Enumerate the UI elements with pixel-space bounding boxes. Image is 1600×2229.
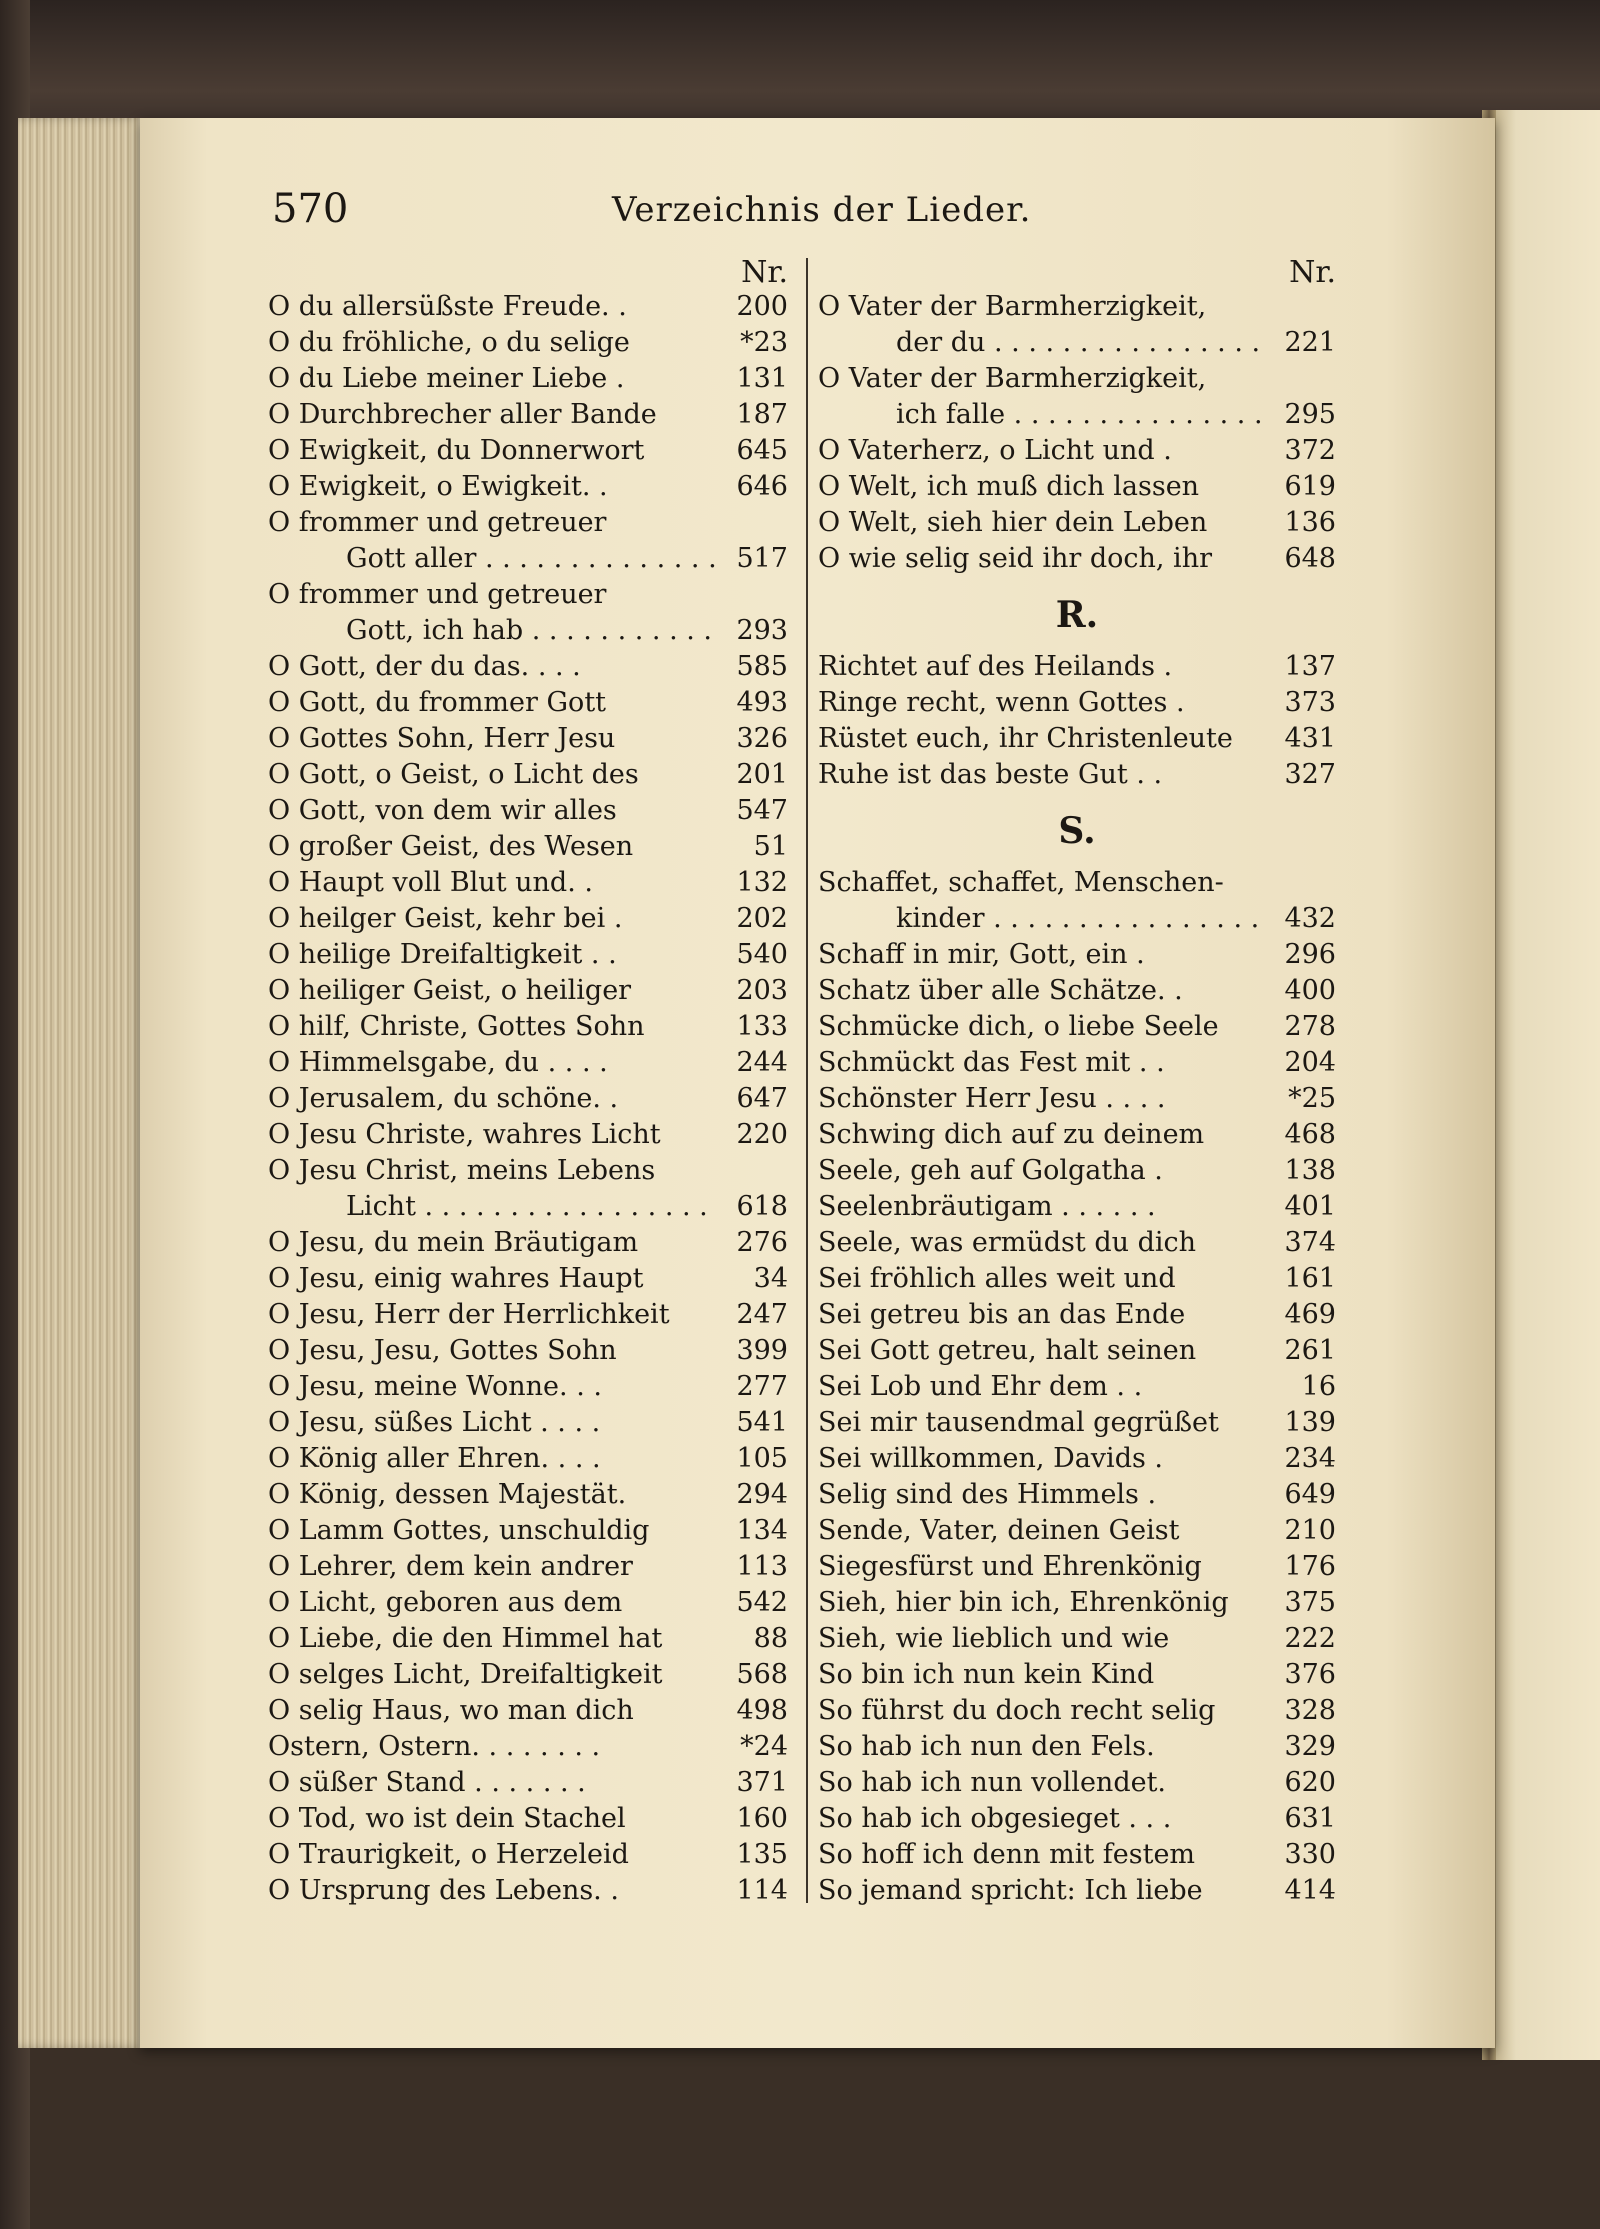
index-entry (268, 1839, 788, 1875)
entry-title: O Traurigkeit, o Herzeleid (268, 1839, 629, 1870)
entry-number: 568 (736, 1659, 788, 1690)
entry-number: 619 (1284, 471, 1336, 502)
entry-number: 329 (1284, 1731, 1336, 1762)
entry-title: O wie selig seid ihr doch, ihr (818, 543, 1212, 574)
entry-title: O hilf, Christe, Gottes Sohn (268, 1011, 645, 1042)
index-entry (818, 1407, 1336, 1443)
index-entry (268, 1623, 788, 1659)
entry-number: 244 (736, 1047, 788, 1078)
index-entry (818, 1011, 1336, 1047)
entry-title: So bin ich nun kein Kind (818, 1659, 1155, 1690)
entry-title: Rüstet euch, ihr Christenleute (818, 723, 1233, 754)
entry-number: 114 (736, 1875, 788, 1906)
entry-number: 136 (1284, 507, 1336, 538)
entry-title: Sei fröhlich alles weit und (818, 1263, 1176, 1294)
index-entry (818, 507, 1336, 543)
entry-title: O Welt, sieh hier dein Leben (818, 507, 1208, 538)
entry-title: Sende, Vater, deinen Geist (818, 1515, 1180, 1546)
entry-list-r (818, 651, 1336, 795)
entry-title: Richtet auf des Heilands . (818, 651, 1173, 682)
entry-number: 34 (753, 1263, 788, 1294)
index-entry (268, 435, 788, 471)
index-column-right (818, 255, 1336, 1911)
entry-list-o (818, 291, 1336, 579)
entry-number: 200 (736, 291, 788, 322)
entry-title: So führst du doch recht selig (818, 1695, 1216, 1726)
index-entry (818, 1731, 1336, 1767)
entry-number: 234 (1284, 1443, 1336, 1474)
index-entry (818, 1479, 1336, 1515)
entry-number: *23 (740, 327, 788, 358)
entry-number: 585 (736, 651, 788, 682)
entry-title: Ruhe ist das beste Gut . . (818, 759, 1163, 790)
index-entry (268, 1479, 788, 1515)
index-entry (268, 543, 788, 579)
entry-number: 646 (736, 471, 788, 502)
entry-number: 51 (753, 831, 788, 862)
index-entry (268, 1083, 788, 1119)
index-entry (818, 1047, 1336, 1083)
entry-number: 131 (736, 363, 788, 394)
index-entry (268, 867, 788, 903)
entry-number: 201 (736, 759, 788, 790)
entry-title: kinder . . . (818, 903, 1266, 934)
entry-title: So hab ich nun vollendet. (818, 1767, 1167, 1798)
index-entry (268, 1155, 788, 1191)
entry-title: So hab ich nun den Fels. (818, 1731, 1155, 1762)
index-entry (818, 759, 1336, 795)
entry-title: der du . . . (818, 327, 1266, 358)
entry-title: Gott, ich hab . . . (268, 615, 718, 646)
entry-number: 376 (1284, 1659, 1336, 1690)
entry-title: O du Liebe meiner Liebe . (268, 363, 625, 394)
entry-number: 620 (1284, 1767, 1336, 1798)
entry-number: 400 (1284, 975, 1336, 1006)
index-entry (818, 435, 1336, 471)
entry-title: O Gott, o Geist, o Licht des (268, 759, 639, 790)
index-entry (818, 1803, 1336, 1839)
entry-title: Schwing dich auf zu deinem (818, 1119, 1205, 1150)
entry-number: 414 (1284, 1875, 1336, 1906)
index-entry (268, 1407, 788, 1443)
entry-list-left (268, 291, 788, 1911)
index-entry (818, 687, 1336, 723)
entry-number: 431 (1284, 723, 1336, 754)
index-entry (268, 363, 788, 399)
entry-number: 493 (736, 687, 788, 718)
entry-title: Sei willkommen, Davids . (818, 1443, 1164, 1474)
entry-number: 468 (1284, 1119, 1336, 1150)
nr-header: Nr. (741, 255, 788, 290)
index-entry (268, 327, 788, 363)
index-entry (268, 1803, 788, 1839)
index-entry (268, 1335, 788, 1371)
index-entry (268, 1551, 788, 1587)
entry-number: 160 (736, 1803, 788, 1834)
entry-title: O Jesu, Herr der Herrlichkeit (268, 1299, 670, 1330)
index-entry (268, 615, 788, 651)
entry-title: O Vaterherz, o Licht und . (818, 435, 1172, 466)
entry-title: O selges Licht, Dreifaltigkeit (268, 1659, 663, 1690)
entry-number: *25 (1288, 1083, 1336, 1114)
entry-title: O frommer und getreuer (268, 507, 607, 538)
entry-title: O Jesu, Jesu, Gottes Sohn (268, 1335, 617, 1366)
index-entry (268, 975, 788, 1011)
entry-number: 88 (753, 1623, 788, 1654)
entry-number: 220 (736, 1119, 788, 1150)
index-entry (268, 1443, 788, 1479)
index-entry (268, 1659, 788, 1695)
nr-header: Nr. (1289, 255, 1336, 290)
entry-number: 278 (1284, 1011, 1336, 1042)
index-entry (818, 1371, 1336, 1407)
index-entry (818, 399, 1336, 435)
entry-number: 517 (736, 543, 788, 574)
entry-title: Sei Lob und Ehr dem . . (818, 1371, 1143, 1402)
entry-title: O selig Haus, wo man dich (268, 1695, 634, 1726)
entry-number: 327 (1284, 759, 1336, 790)
entry-number: 16 (1301, 1371, 1336, 1402)
entry-number: 187 (736, 399, 788, 430)
index-entry (268, 1227, 788, 1263)
entry-number: *24 (740, 1731, 788, 1762)
entry-number: 330 (1284, 1839, 1336, 1870)
entry-number: 221 (1284, 327, 1336, 358)
index-entry (268, 1875, 788, 1911)
entry-title: ich falle . . . (818, 399, 1266, 430)
column-divider (806, 258, 808, 1903)
running-head: Verzeichnis der Lieder. (612, 190, 1032, 230)
index-entry (818, 975, 1336, 1011)
index-entry (268, 1515, 788, 1551)
entry-title: O Gottes Sohn, Herr Jesu (268, 723, 616, 754)
entry-number: 139 (1284, 1407, 1336, 1438)
entry-title: O du allersüßste Freude. . (268, 291, 627, 322)
index-entry (818, 327, 1336, 363)
entry-title: Siegesfürst und Ehrenkönig (818, 1551, 1202, 1582)
entry-number: 648 (1284, 543, 1336, 574)
entry-title: O Gott, von dem wir alles (268, 795, 617, 826)
entry-title: O Ewigkeit, du Donnerwort (268, 435, 645, 466)
index-entry (268, 471, 788, 507)
entry-title: O Vater der Barmherzigkeit, (818, 291, 1207, 322)
entry-number: 374 (1284, 1227, 1336, 1258)
index-entry (818, 723, 1336, 759)
index-entry (818, 1623, 1336, 1659)
entry-title: Schönster Herr Jesu . . . . (818, 1083, 1166, 1114)
entry-title: Seele, was ermüdst du dich (818, 1227, 1197, 1258)
index-entry (268, 1767, 788, 1803)
index-entry (268, 1371, 788, 1407)
entry-title: O Durchbrecher aller Bande (268, 399, 657, 430)
entry-number: 105 (736, 1443, 788, 1474)
entry-title: So jemand spricht: Ich liebe (818, 1875, 1203, 1906)
entry-number: 113 (736, 1551, 788, 1582)
entry-title: O Jesu, meine Wonne. . . (268, 1371, 602, 1402)
index-entry (268, 1011, 788, 1047)
page-number: 570 (272, 186, 349, 232)
entry-number: 138 (1284, 1155, 1336, 1186)
index-entry (818, 1083, 1336, 1119)
index-entry (818, 1299, 1336, 1335)
index-entry (818, 1119, 1336, 1155)
entry-title: Ringe recht, wenn Gottes . (818, 687, 1185, 718)
book-cover-top (0, 0, 1600, 130)
entry-title: Licht . . . (268, 1191, 718, 1222)
index-entry (268, 1731, 788, 1767)
index-entry (268, 399, 788, 435)
entry-title: Sei getreu bis an das Ende (818, 1299, 1186, 1330)
entry-number: 210 (1284, 1515, 1336, 1546)
entry-title: O Jerusalem, du schöne. . (268, 1083, 619, 1114)
entry-title: O Welt, ich muß dich lassen (818, 471, 1200, 502)
index-entry (818, 939, 1336, 975)
entry-title: O Jesu, einig wahres Haupt (268, 1263, 644, 1294)
index-entry (818, 363, 1336, 399)
entry-number: 176 (1284, 1551, 1336, 1582)
index-entry (818, 1335, 1336, 1371)
entry-number: 204 (1284, 1047, 1336, 1078)
index-entry (818, 471, 1336, 507)
index-entry (818, 1587, 1336, 1623)
entry-title: O Licht, geboren aus dem (268, 1587, 623, 1618)
entry-number: 294 (736, 1479, 788, 1510)
entry-title: Sei mir tausendmal gegrüßet (818, 1407, 1219, 1438)
entry-title: Schmücke dich, o liebe Seele (818, 1011, 1219, 1042)
index-entry (818, 651, 1336, 687)
entry-title: O Liebe, die den Himmel hat (268, 1623, 663, 1654)
entry-title: So hab ich obgesieget . . . (818, 1803, 1172, 1834)
entry-number: 295 (1284, 399, 1336, 430)
entry-title: O heilige Dreifaltigkeit . . (268, 939, 617, 970)
index-entry (818, 867, 1336, 903)
entry-number: 547 (736, 795, 788, 826)
section-letter-r: R. (1055, 594, 1099, 636)
entry-number: 498 (736, 1695, 788, 1726)
index-entry (268, 723, 788, 759)
facing-page (1488, 110, 1600, 2060)
entry-title: O Jesu, süßes Licht . . . . (268, 1407, 601, 1438)
entry-title: Schaff in mir, Gott, ein . (818, 939, 1145, 970)
entry-number: 541 (736, 1407, 788, 1438)
index-entry (268, 651, 788, 687)
entry-number: 277 (736, 1371, 788, 1402)
entry-title: Sei Gott getreu, halt seinen (818, 1335, 1197, 1366)
entry-number: 296 (1284, 939, 1336, 970)
index-entry (268, 1119, 788, 1155)
entry-number: 401 (1284, 1191, 1336, 1222)
index-entry (818, 291, 1336, 327)
entry-title: Gott aller . . . (268, 543, 718, 574)
index-entry (818, 1767, 1336, 1803)
entry-number: 399 (736, 1335, 788, 1366)
index-entry (818, 1515, 1336, 1551)
entry-number: 326 (736, 723, 788, 754)
page-edges (18, 118, 148, 2048)
entry-title: O süßer Stand . . . . . . . (268, 1767, 586, 1798)
entry-title: Sieh, wie lieblich und wie (818, 1623, 1170, 1654)
entry-title: Schaffet, schaffet, Menschen- (818, 867, 1224, 898)
entry-title: O Gott, der du das. . . . (268, 651, 581, 682)
entry-title: O Himmelsgabe, du . . . . (268, 1047, 608, 1078)
entry-title: O großer Geist, des Wesen (268, 831, 634, 862)
entry-number: 647 (736, 1083, 788, 1114)
entry-number: 203 (736, 975, 788, 1006)
index-entry (268, 507, 788, 543)
entry-title: O Jesu, du mein Bräutigam (268, 1227, 639, 1258)
section-letter-s: S. (1058, 810, 1096, 852)
entry-number: 328 (1284, 1695, 1336, 1726)
entry-title: O König, dessen Majestät. (268, 1479, 627, 1510)
index-entry (818, 543, 1336, 579)
entry-title: O Jesu Christe, wahres Licht (268, 1119, 661, 1150)
entry-number: 371 (736, 1767, 788, 1798)
entry-number: 540 (736, 939, 788, 970)
index-entry (268, 1587, 788, 1623)
entry-number: 134 (736, 1515, 788, 1546)
entry-number: 432 (1284, 903, 1336, 934)
entry-title: O Lehrer, dem kein andrer (268, 1551, 633, 1582)
entry-title: O Gott, du frommer Gott (268, 687, 607, 718)
entry-number: 618 (736, 1191, 788, 1222)
index-entry (268, 579, 788, 615)
entry-number: 161 (1284, 1263, 1336, 1294)
index-entry (268, 687, 788, 723)
index-entry (268, 1191, 788, 1227)
index-entry (268, 903, 788, 939)
entry-title: O heiliger Geist, o heiliger (268, 975, 632, 1006)
index-entry (268, 831, 788, 867)
index-entry (818, 1551, 1336, 1587)
entry-title: Schatz über alle Schätze. . (818, 975, 1183, 1006)
entry-number: 373 (1284, 687, 1336, 718)
entry-number: 247 (736, 1299, 788, 1330)
entry-title: So hoff ich denn mit festem (818, 1839, 1196, 1870)
index-entry (818, 1155, 1336, 1191)
entry-title: O heilger Geist, kehr bei . (268, 903, 623, 934)
entry-number: 222 (1284, 1623, 1336, 1654)
index-entry (818, 1695, 1336, 1731)
entry-title: O Vater der Barmherzigkeit, (818, 363, 1207, 394)
entry-title: Selig sind des Himmels . (818, 1479, 1157, 1510)
entry-list-s (818, 867, 1336, 1911)
entry-number: 375 (1284, 1587, 1336, 1618)
index-entry (268, 291, 788, 327)
index-entry (818, 1191, 1336, 1227)
entry-number: 645 (736, 435, 788, 466)
entry-number: 276 (736, 1227, 788, 1258)
entry-number: 202 (736, 903, 788, 934)
index-entry (268, 1695, 788, 1731)
entry-title: O Lamm Gottes, unschuldig (268, 1515, 650, 1546)
entry-title: Ostern, Ostern. . . . . . . . (268, 1731, 601, 1762)
index-column-left (268, 255, 788, 1911)
entry-number: 293 (736, 615, 788, 646)
index-entry (818, 1227, 1336, 1263)
entry-number: 132 (736, 867, 788, 898)
index-entry (268, 939, 788, 975)
entry-title: Seele, geh auf Golgatha . (818, 1155, 1163, 1186)
entry-number: 137 (1284, 651, 1336, 682)
entry-number: 649 (1284, 1479, 1336, 1510)
index-entry (268, 1263, 788, 1299)
entry-number: 542 (736, 1587, 788, 1618)
entry-number: 135 (736, 1839, 788, 1870)
entry-title: O Jesu Christ, meins Lebens (268, 1155, 656, 1186)
entry-title: Seelenbräutigam . . . . . . (818, 1191, 1156, 1222)
entry-number: 133 (736, 1011, 788, 1042)
entry-title: Sieh, hier bin ich, Ehrenkönig (818, 1587, 1229, 1618)
entry-title: O Haupt voll Blut und. . (268, 867, 593, 898)
entry-title: O König aller Ehren. . . . (268, 1443, 601, 1474)
index-entry (818, 1263, 1336, 1299)
entry-title: O du fröhliche, o du selige (268, 327, 630, 358)
index-entry (268, 1299, 788, 1335)
index-entry (268, 759, 788, 795)
index-entry (818, 1875, 1336, 1911)
index-entry (268, 795, 788, 831)
entry-title: O Ewigkeit, o Ewigkeit. . (268, 471, 608, 502)
entry-number: 372 (1284, 435, 1336, 466)
entry-title: O Ursprung des Lebens. . (268, 1875, 619, 1906)
entry-number: 631 (1284, 1803, 1336, 1834)
entry-title: Schmückt das Fest mit . . (818, 1047, 1165, 1078)
index-entry (818, 1443, 1336, 1479)
index-entry (818, 903, 1336, 939)
entry-title: O frommer und getreuer (268, 579, 607, 610)
index-entry (818, 1659, 1336, 1695)
index-entry (818, 1839, 1336, 1875)
index-entry (268, 1047, 788, 1083)
entry-title: O Tod, wo ist dein Stachel (268, 1803, 626, 1834)
entry-number: 469 (1284, 1299, 1336, 1330)
entry-number: 261 (1284, 1335, 1336, 1366)
